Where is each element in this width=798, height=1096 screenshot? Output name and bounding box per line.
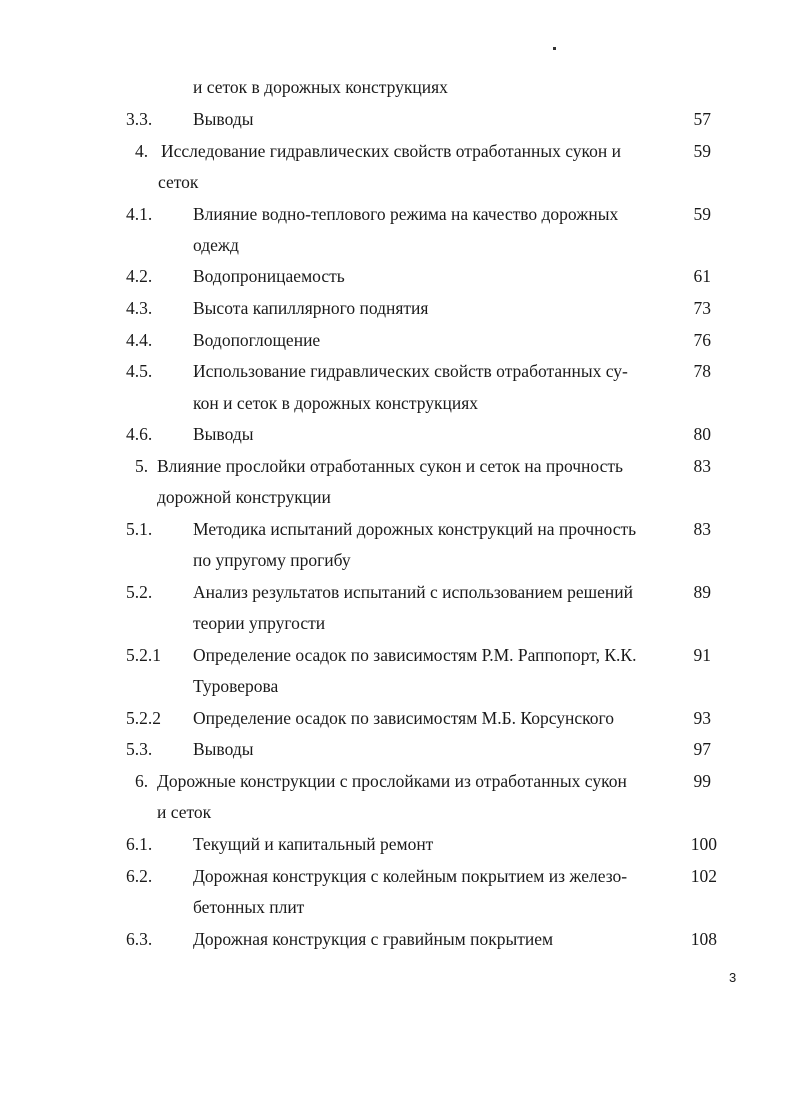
toc-entry-title: Исследование гидравлических свойств отработанных сукон и [161, 141, 622, 161]
toc-entry-title-cont: кон и сеток в дорожных конструкциях [193, 393, 478, 413]
toc-entry-page: 78 [693, 361, 711, 381]
toc-entry-title: Текущий и капитальный ремонт [193, 834, 434, 854]
toc-entry-title-cont: сеток [158, 172, 199, 192]
toc-entry-page: 61 [693, 266, 711, 286]
toc-entry-title: Выводы [193, 424, 254, 444]
toc-entry-number: 5. [135, 456, 149, 476]
toc-entry-page: 93 [693, 708, 711, 728]
toc-entry-title: Влияние прослойки отработанных сукон и сеток на прочность [157, 456, 624, 476]
toc-entry-title: Влияние водно-теплового режима на качество дорожных [193, 204, 619, 224]
toc-entry-title: Методика испытаний дорожных конструкций на прочность [193, 519, 637, 539]
toc-entry-page: 83 [693, 456, 711, 476]
toc-entry-page: 76 [693, 330, 711, 350]
toc-entry-line: и сеток в дорожных конструкциях [193, 77, 448, 97]
toc-entry-number: 5.2.2 [126, 708, 161, 728]
toc-entry-number: 4.1. [126, 204, 153, 224]
toc-entry-page: 89 [693, 582, 711, 602]
toc-entry-number: 4.6. [126, 424, 153, 444]
toc-entry-number: 5.1. [126, 519, 153, 539]
toc-entry-number: 6.3. [126, 929, 153, 949]
toc-entry-title: Использование гидравлических свойств отработанных су- [193, 361, 628, 381]
toc-entry-title-cont: бетонных плит [193, 897, 305, 917]
toc-entry-number: 5.2.1 [126, 645, 161, 665]
toc-entry-number: 4. [135, 141, 149, 161]
toc-entry-number: 6. [135, 771, 149, 791]
toc-entry-title: Определение осадок по зависимостям Р.М. Раппопорт, К.К. [193, 645, 637, 665]
toc-entry-title-cont: Туроверова [193, 676, 279, 696]
toc-entry-page: 100 [690, 834, 717, 854]
toc-entry-page: 97 [693, 739, 711, 759]
toc-entry-number: 4.4. [126, 330, 153, 350]
toc-entry-title-cont: одежд [193, 235, 239, 255]
toc-entry-page: 59 [693, 204, 711, 224]
toc-entry-title: Анализ результатов испытаний с использованием решений [193, 582, 633, 602]
toc-entry-page: 108 [690, 929, 717, 949]
toc-entry-page: 83 [693, 519, 711, 539]
toc-entry-title: Высота капиллярного поднятия [193, 298, 429, 318]
toc-entry-page: 73 [693, 298, 711, 318]
toc-entry-page: 57 [693, 109, 711, 129]
toc-entry-page: 99 [693, 771, 711, 791]
toc-entry-number: 5.2. [126, 582, 153, 602]
toc-entry-title: Дорожная конструкция с колейным покрытием из железо- [193, 866, 628, 886]
toc-entry-title: Выводы [193, 739, 254, 759]
toc-entry-page: 80 [693, 424, 711, 444]
toc-entry-title-cont: по упругому прогибу [193, 550, 351, 570]
toc-entry-number: 4.3. [126, 298, 153, 318]
speck-mark [553, 47, 556, 50]
toc-entry-number: 5.3. [126, 739, 153, 759]
toc-entry-number: 6.2. [126, 866, 153, 886]
toc-entry-title-cont: дорожной конструкции [157, 487, 331, 507]
toc-entry-page: 59 [693, 141, 711, 161]
toc-entry-number: 3.3. [126, 109, 153, 129]
toc-entry-title: Дорожные конструкции с прослойками из отработанных сукон [157, 771, 627, 791]
page-number: 3 [729, 970, 737, 985]
toc-entry-title: Водопроницаемость [193, 266, 345, 286]
toc-entry-title: Определение осадок по зависимостям М.Б. Корсунского [193, 708, 614, 728]
toc-entry-title-cont: теории упругости [193, 613, 326, 633]
toc-entry-title: Выводы [193, 109, 254, 129]
toc-entry-number: 6.1. [126, 834, 153, 854]
toc-entry-title: Дорожная конструкция с гравийным покрытием [193, 929, 554, 949]
toc-entry-page: 102 [690, 866, 717, 886]
toc-entry-number: 4.5. [126, 361, 153, 381]
toc-entry-number: 4.2. [126, 266, 153, 286]
toc-entry-page: 91 [693, 645, 711, 665]
toc-entry-title-cont: и сеток [157, 802, 212, 822]
toc-entry-title: Водопоглощение [193, 330, 321, 350]
